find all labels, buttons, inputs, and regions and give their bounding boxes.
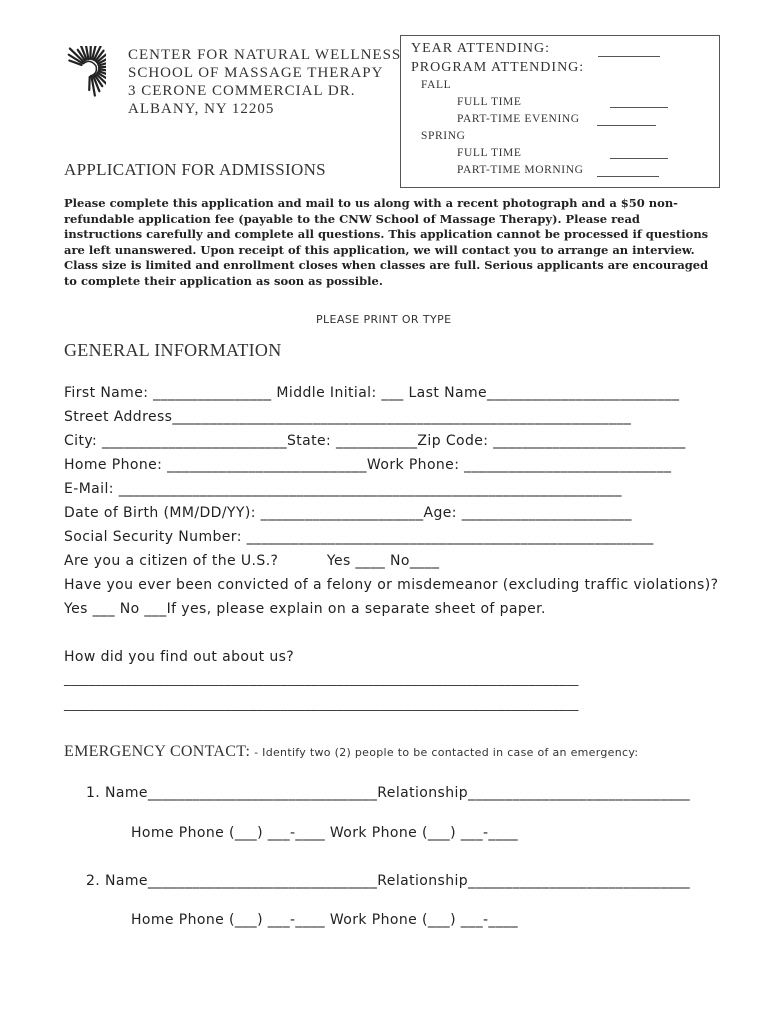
spring-label: SPRING	[421, 130, 466, 142]
spring-full-time-field[interactable]	[610, 158, 668, 159]
phone-line[interactable]: Home Phone: ___________________________Work Phone: ____________________________	[64, 457, 672, 473]
contact-1-name-line[interactable]: 1. Name_______________________________Relationship______________________________	[86, 785, 691, 801]
find-us-answer-line-2[interactable]: ___________________________________________________________________________________	[64, 697, 579, 711]
fall-label: FALL	[421, 79, 452, 91]
emergency-contact-header	[64, 741, 638, 761]
conviction-question-line: Have you ever been convicted of a felony or misdemeanor (excluding traffic violations)?	[64, 577, 719, 593]
fall-part-time-evening-label: PART-TIME EVENING	[457, 113, 580, 125]
contact-2-name-line[interactable]: 2. Name_______________________________Relationship______________________________	[86, 873, 691, 889]
org-line-3: 3 CERONE COMMERCIAL DR.	[128, 83, 356, 99]
instructions-text: Please complete this application and mail to us along with a recent photograph and a $50 non-refundable application fee (payable to the CNW School of Massage Therapy). Please read instructions carefully and complete all questions. This application cannot be processed if questions are left unanswered. Upon receipt of this application, we will contact you to arrange an interview. Class size is limited and enrollment closes when classes are full. Serious applicants are encouraged to complete their application as soon as possible.	[64, 196, 709, 288]
conviction-answer-line[interactable]: Yes ___ No ___If yes, please explain on a separate sheet of paper.	[64, 601, 546, 617]
org-line-2: SCHOOL OF MASSAGE THERAPY	[128, 65, 384, 81]
year-attending-label: YEAR ATTENDING:	[411, 41, 551, 56]
spring-part-time-morning-label: PART-TIME MORNING	[457, 164, 584, 176]
org-line-4: ALBANY, NY 12205	[128, 101, 275, 117]
program-attending-label: PROGRAM ATTENDING:	[411, 60, 585, 75]
date-of-birth-age-line[interactable]: Date of Birth (MM/DD/YY): ______________________Age: _______________________	[64, 505, 632, 521]
program-box	[400, 35, 720, 188]
contact-1-phone-line[interactable]: Home Phone (___) ___-____ Work Phone (___) ___-____	[131, 825, 519, 841]
spring-full-time-label: FULL TIME	[457, 147, 522, 159]
page-title: APPLICATION FOR ADMISSIONS	[64, 160, 326, 179]
email-line[interactable]: E-Mail: ____________________________________________________________________	[64, 481, 622, 497]
street-address-line[interactable]: Street Address______________________________________________________________	[64, 409, 632, 425]
fall-full-time-field[interactable]	[610, 107, 668, 108]
print-note: PLEASE PRINT OR TYPE	[316, 313, 452, 326]
city-state-zip-line[interactable]: City: _________________________State: ___________Zip Code: __________________________	[64, 433, 686, 449]
year-attending-field[interactable]	[598, 56, 660, 57]
org-address	[128, 46, 401, 118]
logo-ray	[99, 66, 106, 67]
emergency-contact-note: - Identify two (2) people to be contacted in case of an emergency:	[250, 746, 639, 759]
spring-part-time-morning-field[interactable]	[597, 176, 659, 177]
find-us-question: How did you find out about us?	[64, 649, 295, 665]
school-logo-icon	[50, 46, 106, 102]
general-information-heading: GENERAL INFORMATION	[64, 340, 282, 360]
citizen-question-line[interactable]: Are you a citizen of the U.S.? Yes ____ No____	[64, 553, 440, 569]
find-us-answer-line-1[interactable]: ___________________________________________________________________________________	[64, 672, 579, 686]
emergency-contact-heading: EMERGENCY CONTACT:	[64, 743, 251, 760]
contact-2-phone-line[interactable]: Home Phone (___) ___-____ Work Phone (___) ___-____	[131, 912, 519, 928]
fall-full-time-label: FULL TIME	[457, 96, 522, 108]
org-line-1: CENTER FOR NATURAL WELLNESS	[128, 47, 402, 63]
name-fields-line[interactable]: First Name: ________________ Middle Initial: ___ Last Name__________________________	[64, 385, 680, 401]
social-security-line[interactable]: Social Security Number: _______________________________________________________	[64, 529, 654, 545]
fall-part-time-evening-field[interactable]	[597, 125, 656, 126]
